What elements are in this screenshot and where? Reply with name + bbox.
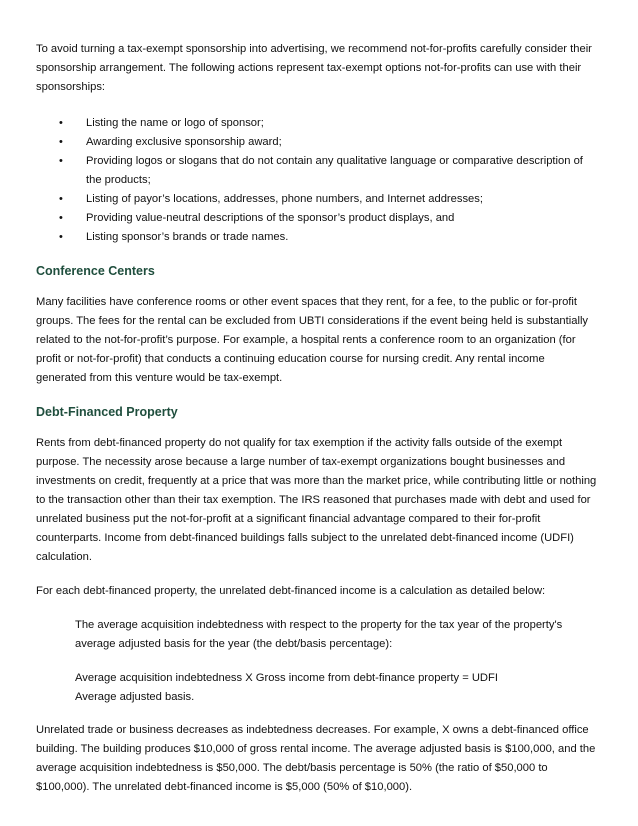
list-item: • Awarding exclusive sponsorship award;	[59, 133, 598, 152]
formula-numerator: Average acquisition indebtedness X Gross income from debt-finance property = UDFI	[75, 672, 498, 684]
bullet-icon: •	[59, 231, 63, 243]
bullet-icon: •	[59, 155, 63, 167]
conference-centers-paragraph: Many facilities have conference rooms or other event spaces that they rent, for a fee, to the public or for-profit groups. The fees for the rental can be excluded from UBTI considerations if the event being held is substantially related to the not-for-profit’s purpose. For example, a hospital rents a conference room to an organization (for profit or not-for-profit) that conducts a continuing education course for nursing credit. Any rental income generated from this venture would be tax-exempt.	[36, 296, 589, 384]
list-item: • Listing of payor’s locations, addresses, phone numbers, and Internet addresses;	[59, 190, 598, 209]
debt-financed-property-heading: Debt-Financed Property	[36, 405, 178, 419]
bullet-icon: •	[59, 117, 63, 129]
intro-paragraph: To avoid turning a tax-exempt sponsorship into advertising, we recommend not-for-profits carefully consider their sponsorship arrangement. The following actions represent tax-exempt options not-for-profits can use with their sponsorships:	[36, 43, 592, 93]
formula-denominator: Average adjusted basis.	[75, 691, 195, 703]
bullet-icon: •	[59, 193, 63, 205]
list-item: • Providing value-neutral descriptions of the sponsor’s product displays, and	[59, 209, 598, 228]
debt-financed-paragraph-1: Rents from debt-financed property do not qualify for tax exemption if the activity falls outside of the exempt purpose. The necessity arose because a large number of tax-exempt organizations bought businesses and investments on credit, frequently at a price that was more than the market price, while contributing little or nothing to the transaction other than their tax exemption. The IRS reasoned that purchases made with debt and used for unrelated business put the not-for-profit at a significant financial advantage compared to their for-profit counterparts. Income from debt-financed buildings falls subject to the unrelated debt-financed income (UDFI) calculation.	[36, 437, 597, 563]
list-item: • Listing sponsor’s brands or trade names.	[59, 228, 598, 247]
list-item: • Providing logos or slogans that do not contain any qualitative language or comparative description of the products;	[59, 152, 598, 190]
bullet-icon: •	[59, 212, 63, 224]
udfi-formula	[36, 669, 598, 707]
bullet-icon: •	[59, 136, 63, 148]
sponsorship-options-list	[36, 114, 598, 247]
debt-financed-example-paragraph: Unrelated trade or business decreases as indebtedness decreases. For example, X owns a debt-financed office building. The building produces $10,000 of gross rental income. The average adjusted basis is $100,000, and the average acquisition indebtedness is $50,000. The debt/basis percentage is 50% (the ratio of $50,000 to $100,000). The unrelated debt-financed income is $5,000 (50% of $10,000).	[36, 724, 596, 793]
debt-basis-percentage-paragraph: The average acquisition indebtedness with respect to the property for the tax year of the property's average adjusted basis for the year (the debt/basis percentage):	[75, 619, 563, 650]
list-item: • Listing the name or logo of sponsor;	[59, 114, 598, 133]
conference-centers-heading: Conference Centers	[36, 264, 155, 278]
debt-financed-paragraph-2: For each debt-financed property, the unrelated debt-financed income is a calculation as detailed below:	[36, 585, 546, 597]
